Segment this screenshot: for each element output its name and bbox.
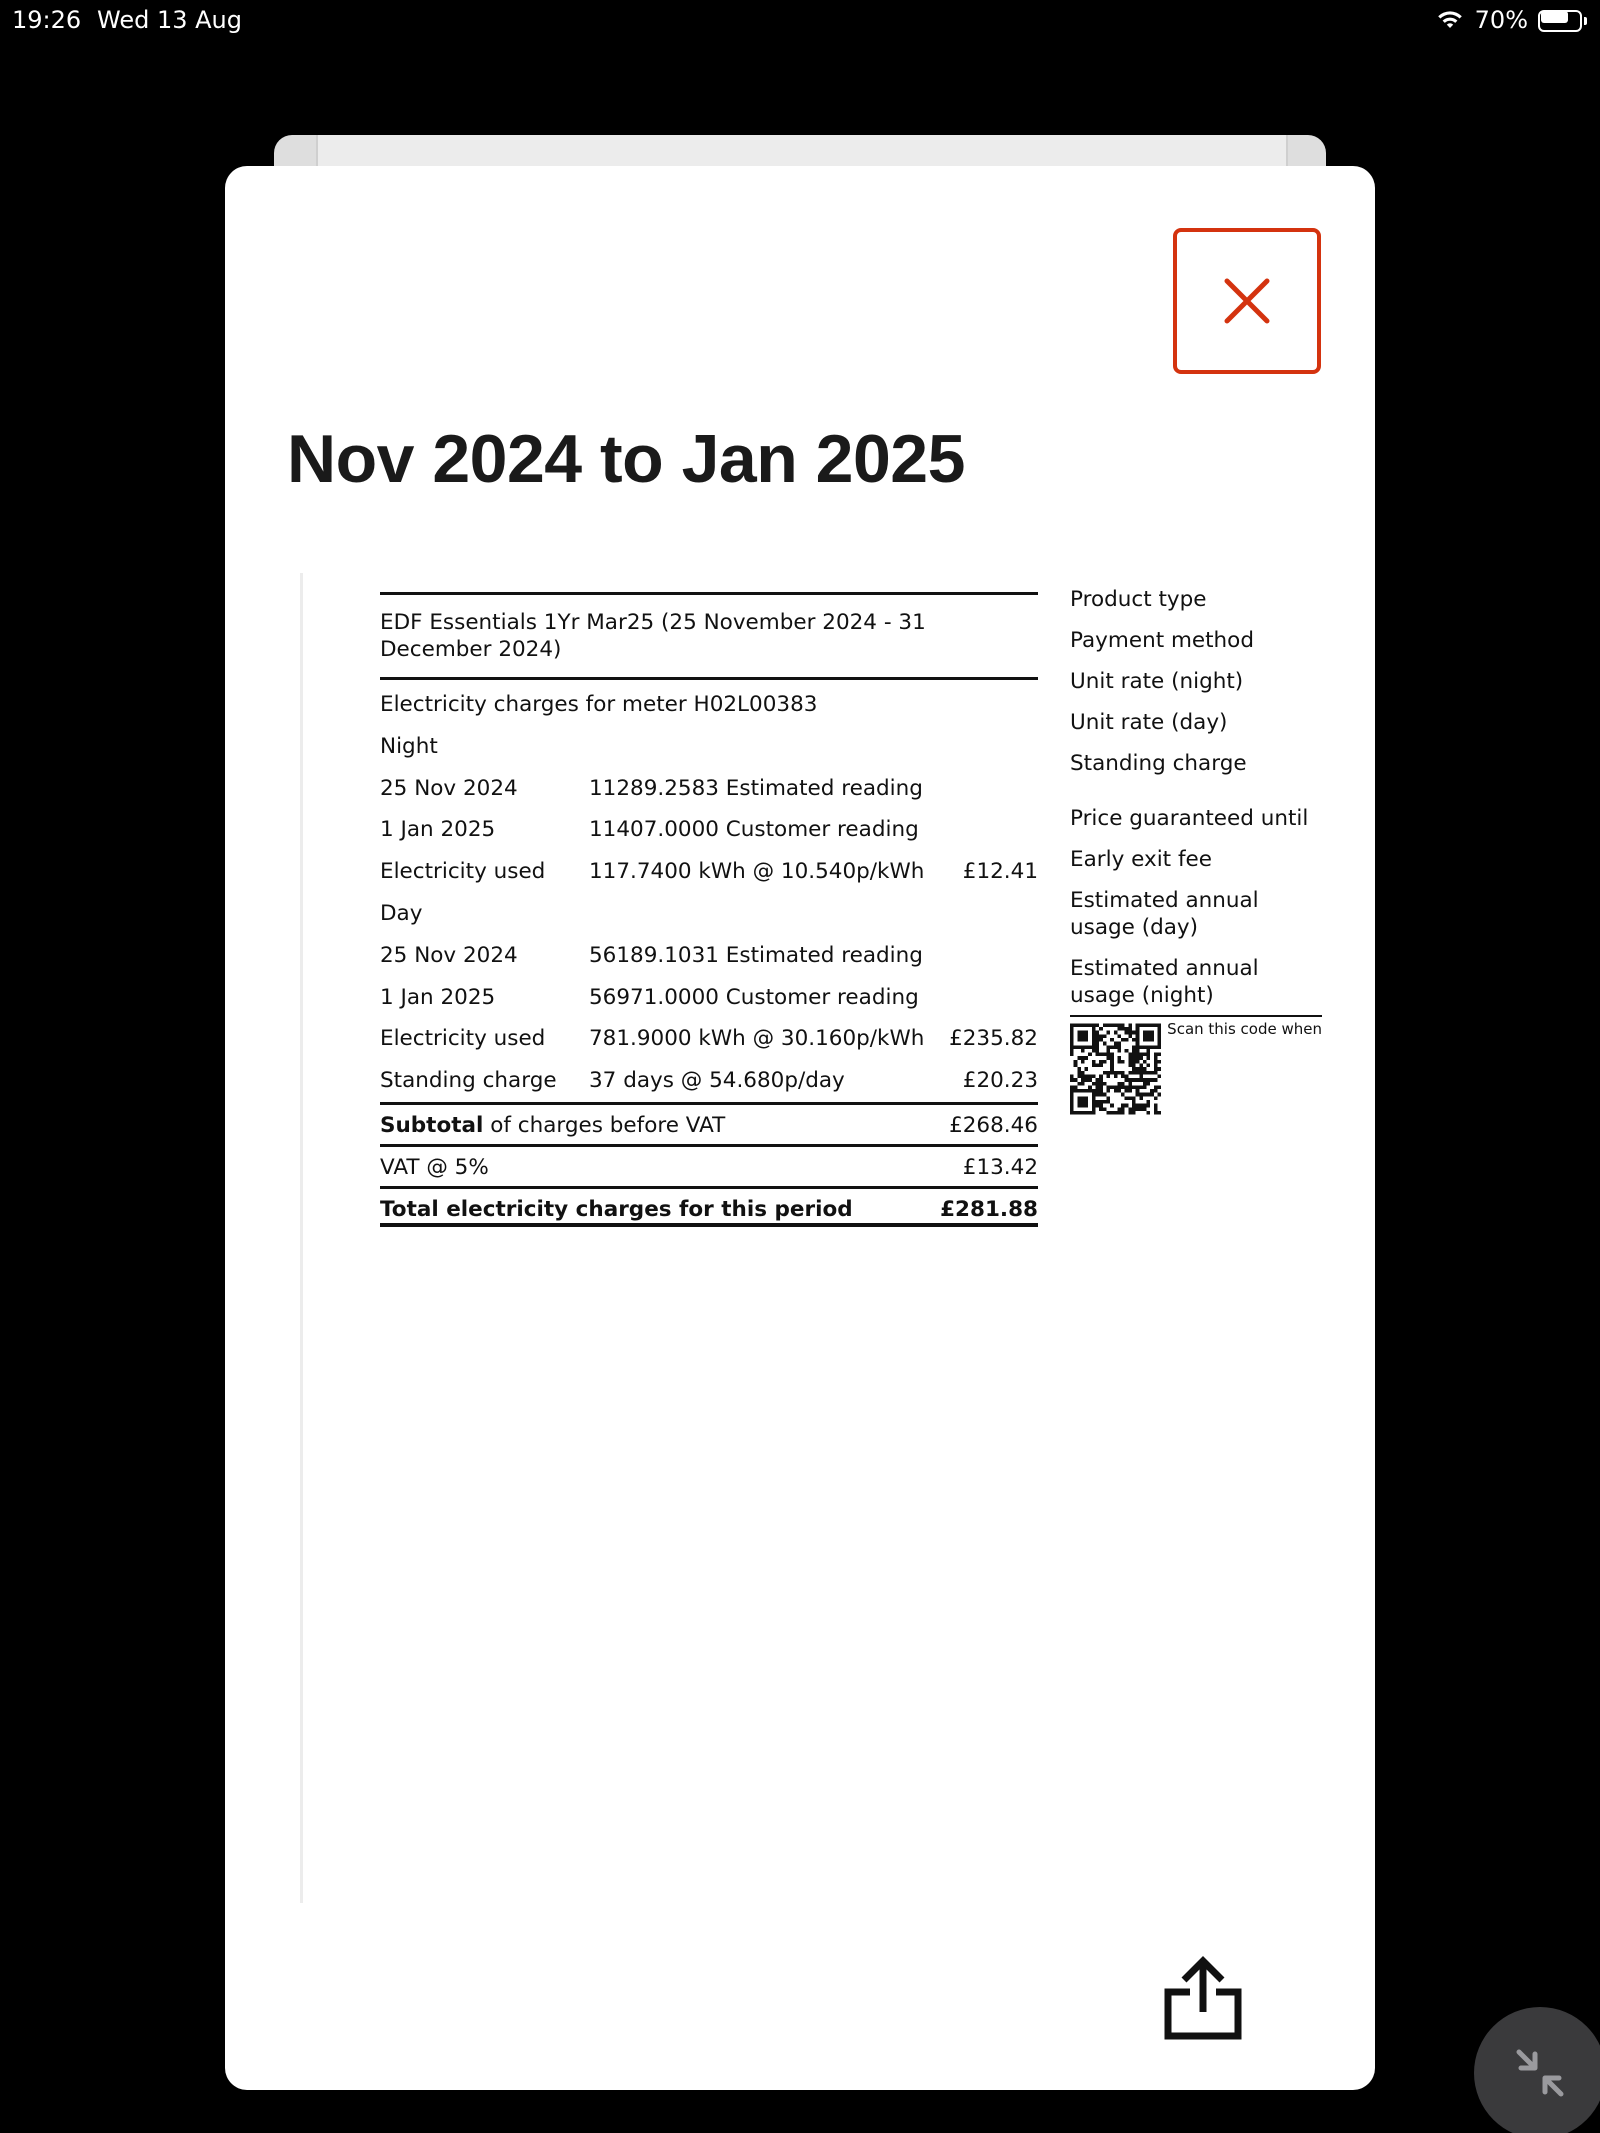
standing-charge-row: Standing charge 37 days @ 54.680p/day £20.23 <box>380 1068 1038 1094</box>
page-title: Nov 2024 to Jan 2025 <box>287 421 965 497</box>
night-label: Night <box>380 733 438 759</box>
side-item: Product type <box>1070 587 1207 612</box>
battery-icon <box>1538 8 1588 32</box>
status-bar <box>0 0 1600 40</box>
table-row: 1 Jan 2025 56971.0000 Customer reading <box>380 984 919 1010</box>
side-item: Estimated annual usage (day) <box>1070 888 1259 940</box>
battery-level <box>1541 11 1568 23</box>
vat-row: VAT @ 5% £13.42 <box>380 1144 1038 1186</box>
qr-caption: Scan this code when <box>1167 1020 1322 1038</box>
day-label: Day <box>380 900 423 926</box>
table-row: Electricity used 117.7400 kWh @ 10.540p/kWh £12.41 <box>380 859 1038 885</box>
side-item: Unit rate (night) <box>1070 669 1244 694</box>
close-button[interactable] <box>1173 228 1321 374</box>
side-item: Payment method <box>1070 628 1254 653</box>
collapse-icon <box>1513 2046 1567 2100</box>
share-icon[interactable] <box>1160 1956 1246 2042</box>
side-item: Standing charge <box>1070 751 1247 776</box>
wifi-icon <box>1435 8 1465 32</box>
meter-header: Electricity charges for meter H02L00383 <box>380 692 818 717</box>
side-item: Price guaranteed until <box>1070 806 1309 831</box>
bill-modal <box>225 166 1375 2090</box>
table-row: 1 Jan 2025 11407.0000 Customer reading <box>380 817 919 843</box>
status-time: 19:26 <box>12 6 82 34</box>
status-date: Wed 13 Aug <box>97 6 242 34</box>
close-icon <box>1223 277 1271 325</box>
total-row: Total electricity charges for this period £281.88 <box>380 1186 1038 1228</box>
subtotal-amount: £268.46 <box>949 1112 1038 1138</box>
tariff-details <box>1070 586 1322 1119</box>
subtotal-row <box>380 1102 1038 1144</box>
product-description: EDF Essentials 1Yr Mar25 (25 November 2024 - 31 December 2024) <box>380 592 1038 680</box>
table-row: Electricity used 781.9000 kWh @ 30.160p/kWh £235.82 <box>380 1026 1038 1052</box>
qr-section <box>1070 1019 1322 1119</box>
table-row: 25 Nov 2024 11289.2583 Estimated reading <box>380 775 923 801</box>
qr-code[interactable] <box>1070 1019 1161 1119</box>
subtotal-label: Subtotal <box>380 1112 484 1138</box>
side-item: Early exit fee <box>1070 847 1212 872</box>
side-item: Estimated annual usage (night) <box>1070 956 1259 1008</box>
table-row: 25 Nov 2024 56189.1031 Estimated reading <box>380 942 923 968</box>
bill-document <box>380 592 1038 1227</box>
status-right <box>1435 6 1588 34</box>
battery-percent: 70% <box>1474 6 1528 34</box>
collapse-button[interactable] <box>1474 2007 1600 2133</box>
document-edge <box>300 573 303 1903</box>
subtotal-text: of charges before VAT <box>483 1112 726 1138</box>
side-item: Unit rate (day) <box>1070 710 1228 735</box>
